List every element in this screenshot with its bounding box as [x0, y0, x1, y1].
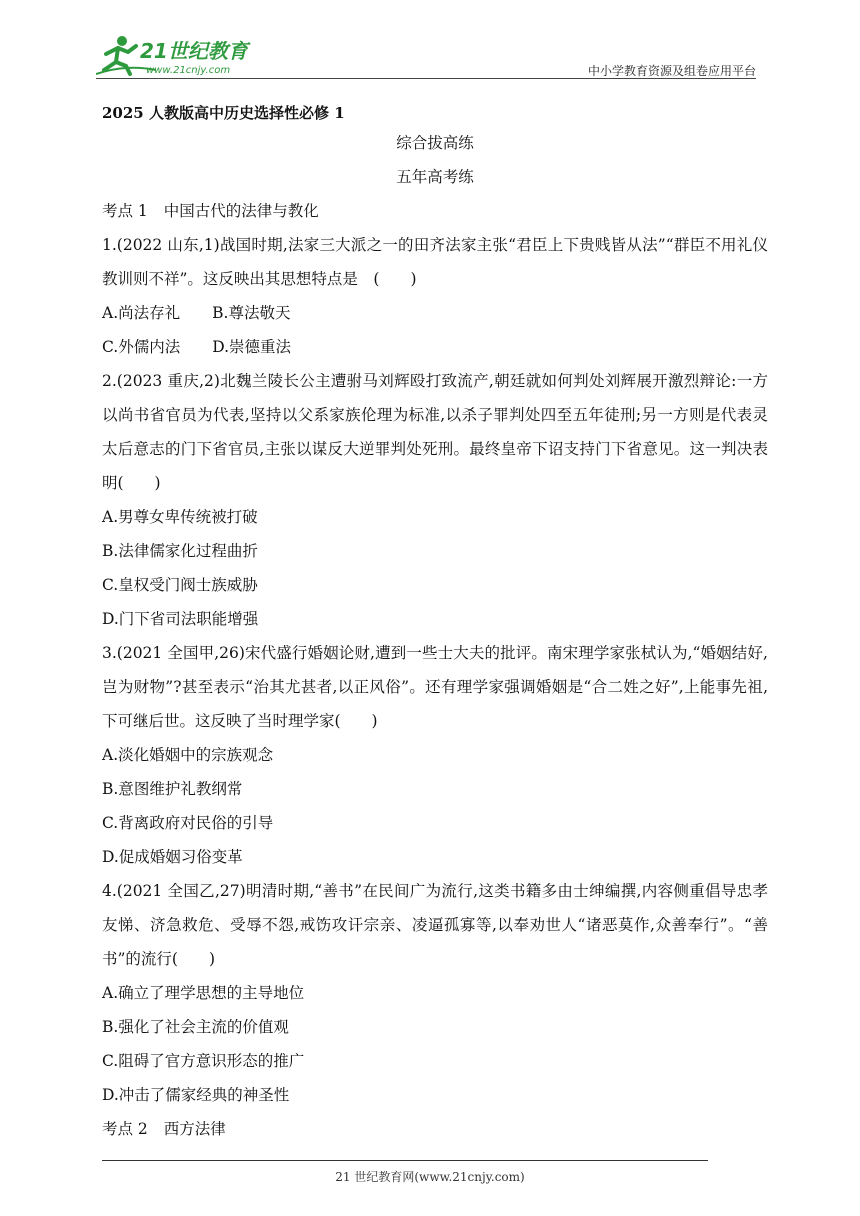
question-1-stem: 1.(2022 山东,1)战国时期,法家三大派之一的田齐法家主张“君臣上下贵贱皆从法”“群臣不用礼仪教训则不祥”。这反映出其思想特点是 ( ) [102, 236, 768, 288]
question-4-option-a: A.确立了理学思想的主导地位 [102, 984, 305, 1002]
question-2-option-b: B.法律儒家化过程曲折 [102, 542, 258, 560]
section-label: 考点 2 [102, 1120, 148, 1138]
question-3-option-d: D.促成婚姻习俗变革 [102, 848, 243, 866]
section-title: 中国古代的法律与教化 [163, 202, 319, 220]
option-c: C.外儒内法 [102, 338, 181, 356]
subtitle-five-year: 五年高考练 [396, 168, 474, 186]
option-b: B.尊法敬天 [212, 304, 291, 322]
section-label: 考点 1 [102, 202, 148, 220]
question-2-option-c: C.皇权受门阀士族威胁 [102, 576, 258, 594]
logo [96, 34, 266, 78]
svg-text:21世纪教育: 21世纪教育 [140, 39, 248, 63]
question-1-options-row-2 [102, 330, 768, 364]
option-d: D.崇德重法 [212, 338, 292, 356]
section-heading-2 [102, 1112, 768, 1146]
question-4-option-d: D.冲击了儒家经典的神圣性 [102, 1086, 290, 1104]
question-3-stem: 3.(2021 全国甲,26)宋代盛行婚姻论财,遭到一些士大夫的批评。南宋理学家张栻认为,“婚姻结好,岂为财物”?甚至表示“治其尤甚者,以正风俗”。还有理学家强调婚姻是“合二姓之好”,上能事先祖,下可继后世。这反映了当时理学家( ) [102, 644, 768, 730]
question-3-option-c: C.背离政府对民俗的引导 [102, 814, 274, 832]
question-3-option-a: A.淡化婚姻中的宗族观念 [102, 746, 274, 764]
subtitle-comprehensive: 综合拔高练 [396, 134, 474, 152]
page-header [0, 0, 860, 80]
question-2-stem: 2.(2023 重庆,2)北魏兰陵长公主遭驸马刘辉殴打致流产,朝廷就如何判处刘辉展开激烈辩论:一方以尚书省官员为代表,坚持以父系家族伦理为标准,以杀子罪判处四至五年徒刑;另一方则是代表灵太后意志的门下省官员,主张以谋反大逆罪判处死刑。最终皇帝下诏支持门下省意见。这一判决表明( ) [102, 372, 768, 492]
header-divider [96, 78, 756, 79]
question-1-options-row-1 [102, 296, 768, 330]
question-2-option-d: D.门下省司法职能增强 [102, 610, 259, 628]
question-4-option-c: C.阻碍了官方意识形态的推广 [102, 1052, 305, 1070]
page-footer: 21 世纪教育网(www.21cnjy.com) [335, 1170, 525, 1184]
svg-text:www.21cnjy.com: www.21cnjy.com [146, 65, 231, 76]
document-body [102, 100, 768, 1146]
question-2-option-a: A.男尊女卑传统被打破 [102, 508, 258, 526]
question-3-option-b: B.意图维护礼教纲常 [102, 780, 243, 798]
section-title: 西方法律 [163, 1120, 226, 1138]
platform-label: 中小学教育资源及组卷应用平台 [587, 64, 756, 78]
question-4-option-b: B.强化了社会主流的价值观 [102, 1018, 289, 1036]
option-a: A.尚法存礼 [102, 304, 181, 322]
book-title: 2025 人教版高中历史选择性必修 1 [102, 104, 345, 122]
question-4-stem: 4.(2021 全国乙,27)明清时期,“善书”在民间广为流行,这类书籍多由士绅编撰,内容侧重倡导忠孝友悌、济急救危、受辱不怨,戒饬攻讦宗亲、凌逼孤寡等,以奉劝世人“诸恶莫作,众善奉行”。“善书”的流行( ) [102, 882, 768, 968]
section-heading-1 [102, 194, 768, 228]
runner-logo-icon [96, 34, 266, 78]
footer-divider [102, 1160, 708, 1161]
